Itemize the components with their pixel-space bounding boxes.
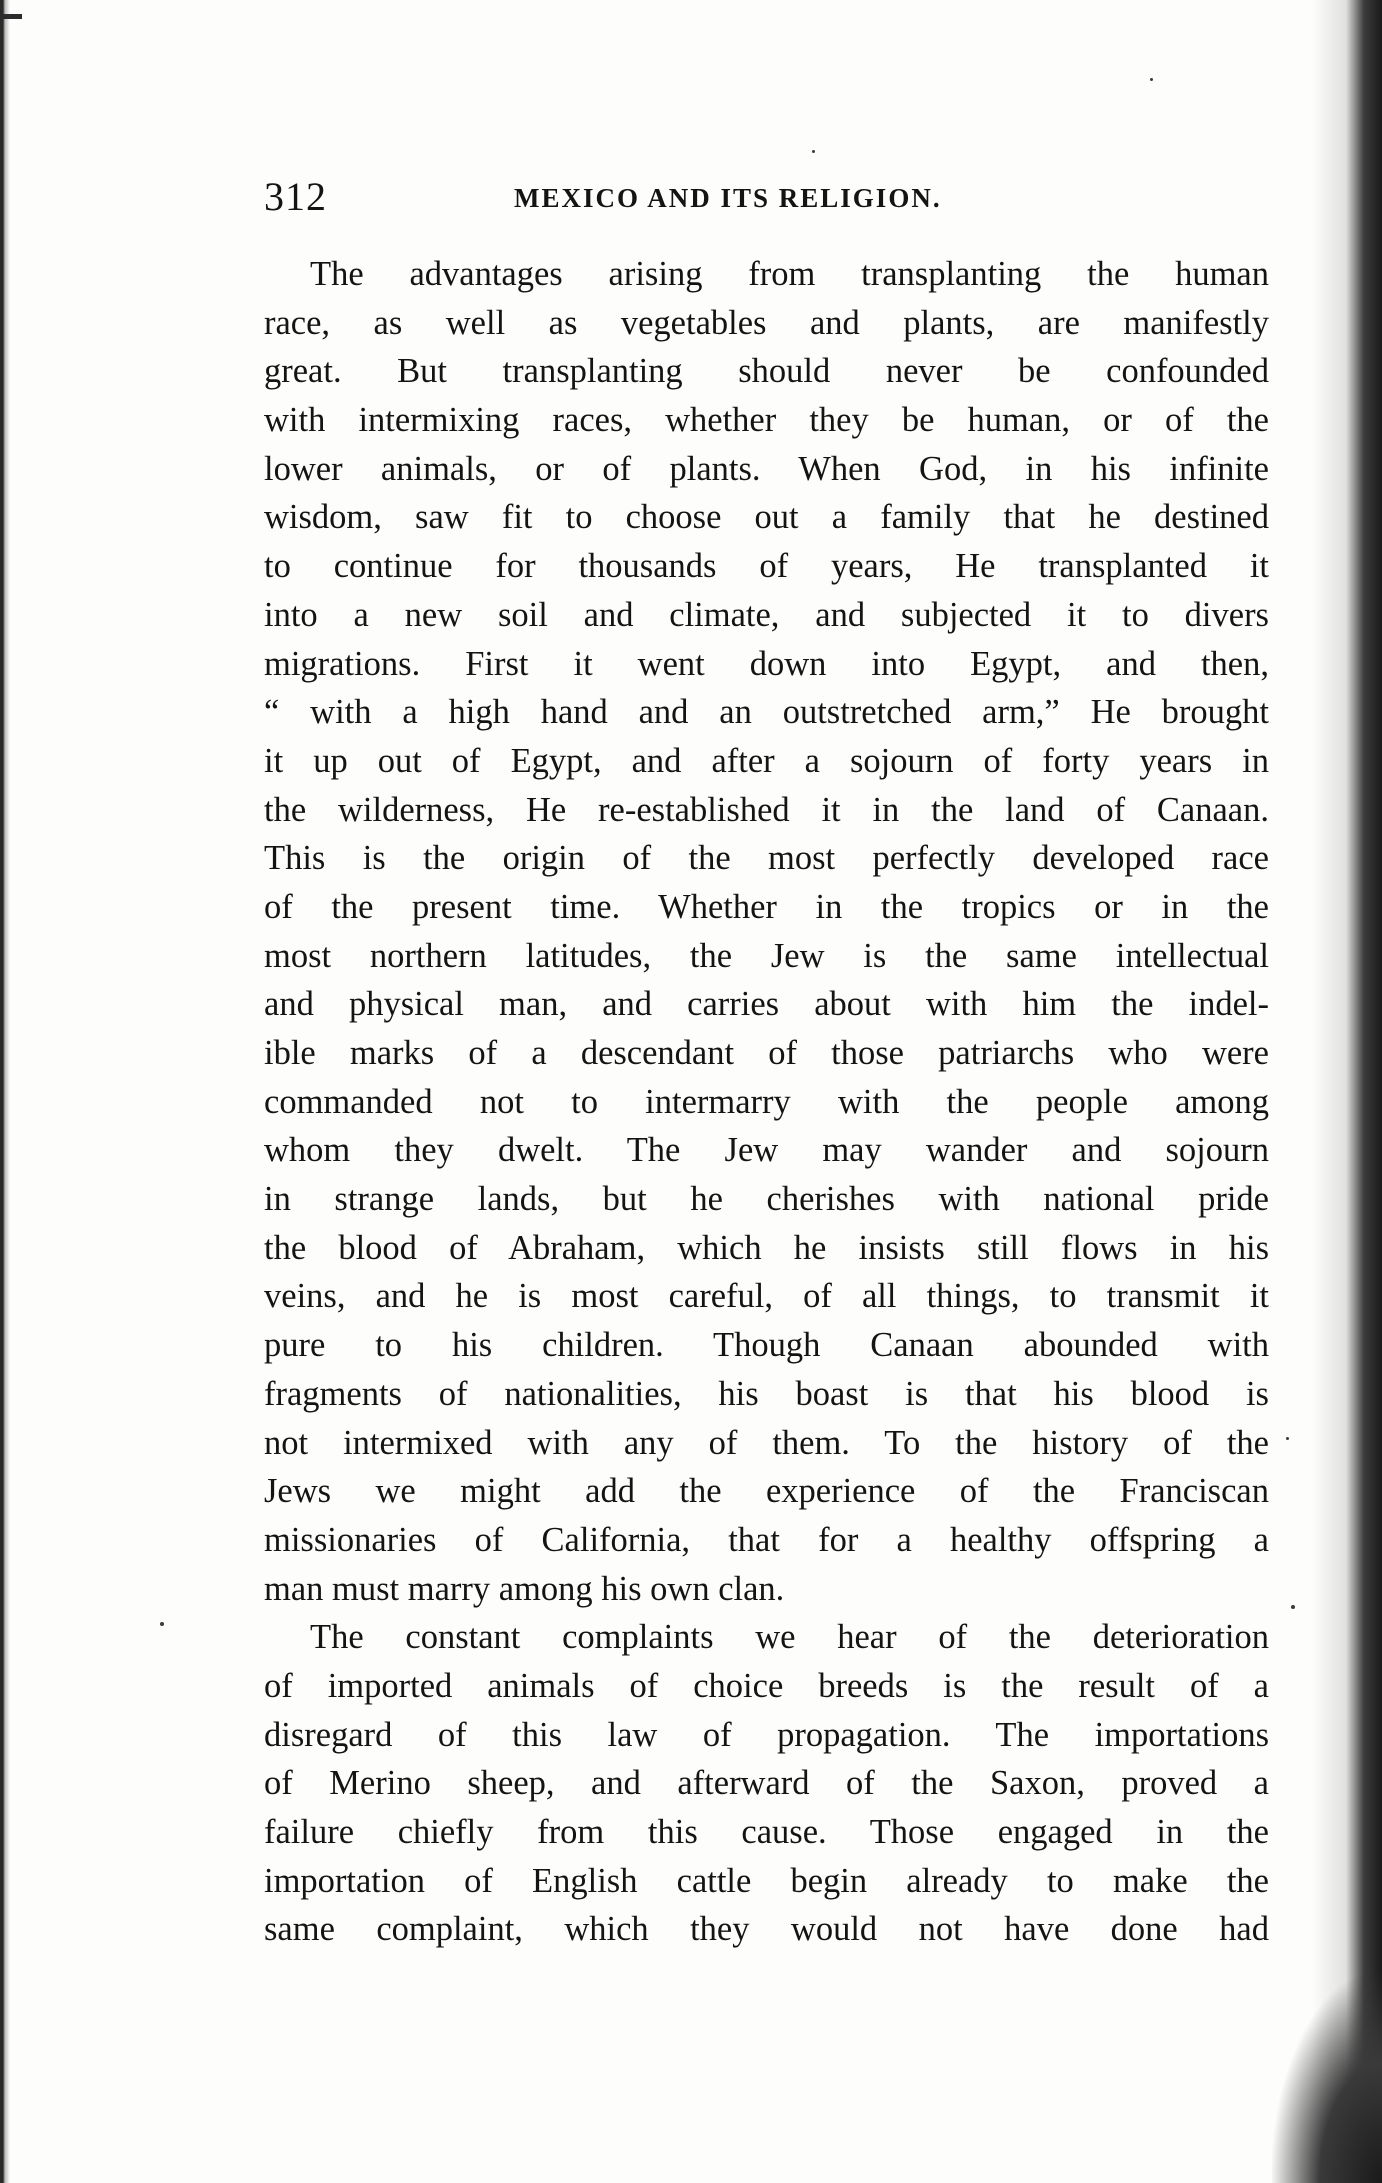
page-number: 312 (264, 174, 327, 219)
scan-speck (1150, 78, 1153, 81)
text-line: The constant complaints we hear of the deterioration (310, 1618, 1269, 1657)
page-right-edge-shadow (1312, 0, 1382, 2183)
text-line: of the present time. Whether in the tropics or in the (264, 887, 1269, 926)
text-line: to continue for thousands of years, He transplanted it (264, 547, 1269, 586)
page-left-edge (0, 0, 10, 2183)
text-line: whom they dwelt. The Jew may wander and sojourn (264, 1131, 1269, 1170)
text-line: failure chiefly from this cause. Those engaged in the (264, 1813, 1269, 1851)
page-corner-mark (0, 14, 22, 19)
text-line: “ with a high hand and an outstretched arm,” He brought (264, 693, 1269, 732)
text-line: commanded not to intermarry with the people among (264, 1082, 1269, 1121)
running-head: MEXICO AND ITS RELIGION. (514, 183, 942, 213)
page-header (264, 172, 1274, 222)
text-line: it up out of Egypt, and after a sojourn of forty years in (264, 741, 1269, 780)
text-line: not intermixed with any of them. To the history of the (264, 1423, 1269, 1462)
scan-speck (812, 150, 815, 153)
scan-speck (1291, 1605, 1295, 1609)
text-line: most northern latitudes, the Jew is the same intellectual (264, 936, 1269, 975)
page-bottom-corner-shadow (1272, 1973, 1382, 2183)
text-line: race, as well as vegetables and plants, are manifestly (264, 303, 1269, 342)
text-line: Jews we might add the experience of the Franciscan (264, 1472, 1269, 1511)
text-line: man must marry among his own clan. (264, 1569, 785, 1608)
text-line: in strange lands, but he cherishes with national pride (264, 1180, 1269, 1219)
text-line: This is the origin of the most perfectly developed race (264, 839, 1269, 878)
text-line: the wilderness, He re-established it in the land of Canaan. (264, 790, 1269, 829)
body-text (264, 250, 1269, 1954)
text-line: of Merino sheep, and afterward of the Saxon, proved a (264, 1764, 1269, 1803)
text-line: same complaint, which they would not have done had (264, 1910, 1269, 1949)
text-line: fragments of nationalities, his boast is that his blood is (264, 1374, 1269, 1413)
scan-speck (1286, 1437, 1289, 1440)
text-line: ible marks of a descendant of those patriarchs who were (264, 1034, 1269, 1072)
text-line: into a new soil and climate, and subjected it to divers (264, 595, 1269, 634)
scan-speck (160, 1622, 164, 1626)
text-line: lower animals, or of plants. When God, in his infinite (264, 449, 1269, 488)
text-line: the blood of Abraham, which he insists still flows in his (264, 1228, 1269, 1267)
text-line: The advantages arising from transplanting the human (310, 255, 1269, 293)
text-line: wisdom, saw fit to choose out a family that he destined (264, 498, 1269, 537)
text-line: with intermixing races, whether they be human, or of the (264, 401, 1269, 440)
text-line: migrations. First it went down into Egypt, and then, (264, 644, 1269, 683)
text-line: of imported animals of choice breeds is the result of a (264, 1666, 1269, 1705)
text-line: disregard of this law of propagation. The importations (264, 1715, 1269, 1754)
text-line: great. But transplanting should never be confounded (264, 352, 1269, 391)
text-line: veins, and he is most careful, of all things, to transmit it (264, 1277, 1269, 1316)
text-line: missionaries of California, that for a healthy offspring a (264, 1520, 1269, 1559)
text-line: and physical man, and carries about with him the indel- (264, 985, 1269, 1024)
text-line: pure to his children. Though Canaan abounded with (264, 1326, 1269, 1365)
text-line: importation of English cattle begin already to make the (264, 1861, 1269, 1900)
